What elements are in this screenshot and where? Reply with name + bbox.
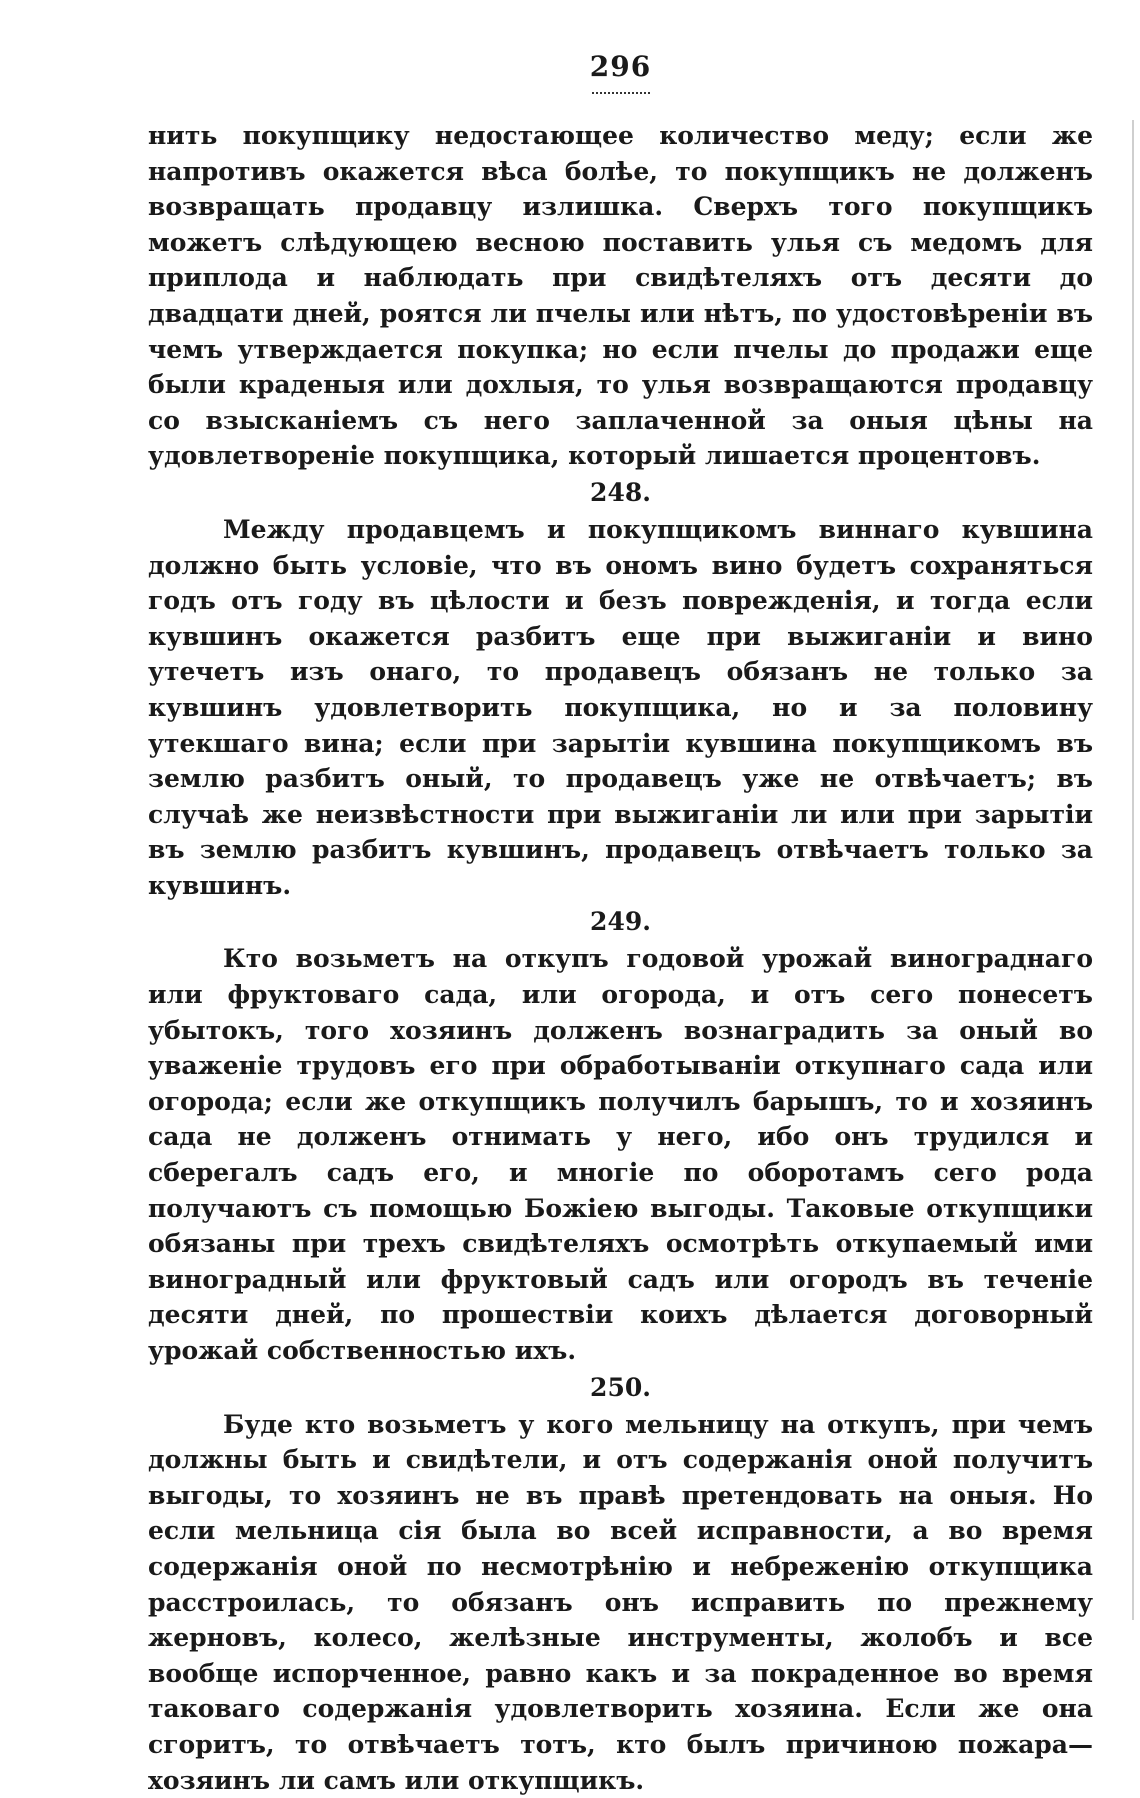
continuation-paragraph: нить покупщику недостающее количество меду; если же напротивъ окажется вѣса болѣе, то покупщикъ не долженъ возвращать продавцу излишка. Сверхъ того покупщикъ можетъ слѣдующею весною поставить улья съ медомъ для приплода и наблюдать при свидѣтеляхъ отъ десяти до двадцати дней, роятся ли пчелы или нѣтъ, по удостовѣреніи въ чемъ утверждается покупка; но если пчелы до продажи еще были краденыя или дохлыя, то улья возвращаются продавцу со взысканіемъ съ него заплаченной за оныя цѣны на удовлетвореніе покупщика, который лишается процентовъ. bbox=[148, 121, 1093, 471]
page-body bbox=[148, 118, 1093, 1798]
article-number-249: 249. bbox=[590, 907, 651, 937]
article-number-250: 250. bbox=[590, 1372, 651, 1402]
article-248-text: Между продавцемъ и покупщикомъ виннаго кувшина должно быть условіе, что въ ономъ вино будетъ сохраняться годъ отъ году въ цѣлости и безъ поврежденія, и тогда если кувшинъ окажется разбитъ еще при выжиганіи и вино утечетъ изъ онаго, то продавецъ обязанъ не только за кувшинъ удовлетворить покупщика, но и за половину утекшаго вина; если при зарытіи кувшина покупщикомъ въ землю разбитъ оный, то продавецъ уже не отвѣчаетъ; въ случаѣ же неизвѣстности при выжиганіи ли или при зарытіи въ землю разбитъ кувшинъ, продавецъ отвѣчаетъ только за кувшинъ. bbox=[148, 514, 1093, 900]
page-number-underline bbox=[592, 86, 650, 94]
page-number: 296 bbox=[589, 50, 652, 83]
article-number-248: 248. bbox=[590, 477, 651, 507]
article-249-text: Кто возьметъ на откупъ годовой урожай винограднаго или фруктоваго сада, или огорода, и отъ сего понесетъ убытокъ, того хозяинъ долженъ вознаградить за оный во уваженіе трудовъ его при обработываніи откупнаго сада или огорода; если же откупщикъ получилъ барышъ, то и хозяинъ сада не долженъ отнимать у него, ибо онъ трудился и сберегалъ садъ его, и многіе по оборотамъ сего рода получаютъ съ помощью Божіею выгоды. Таковые откупщики обязаны при трехъ свидѣтеляхъ осмотрѣть откупаемый ими виноградный или фруктовый садъ или огородъ въ теченіе десяти дней, по прошествіи коихъ дѣлается договорный урожай собственностью ихъ. bbox=[148, 944, 1093, 1365]
article-250-text: Буде кто возьметъ у кого мельницу на откупъ, при чемъ должны быть и свидѣтели, и отъ содержанія оной получитъ выгоды, то хозяинъ не въ правѣ претендовать на оныя. Но если мельница сія была во всей исправности, а во время содержанія оной по несмотрѣнію и небреженію откупщика расстроилась, то обязанъ онъ исправить по прежнему жерновъ, колесо, желѣзные инструменты, жолобъ и все вообще испорченное, равно какъ и за покраденное во время таковаго содержанія удовлетворить хозяина. Если же она сгоритъ, то отвѣчаетъ тотъ, кто былъ причиною пожара—хозяинъ ли самъ или откупщикъ. bbox=[148, 1409, 1093, 1795]
page-edge-line bbox=[1132, 120, 1134, 1620]
book-page bbox=[148, 50, 1093, 1795]
